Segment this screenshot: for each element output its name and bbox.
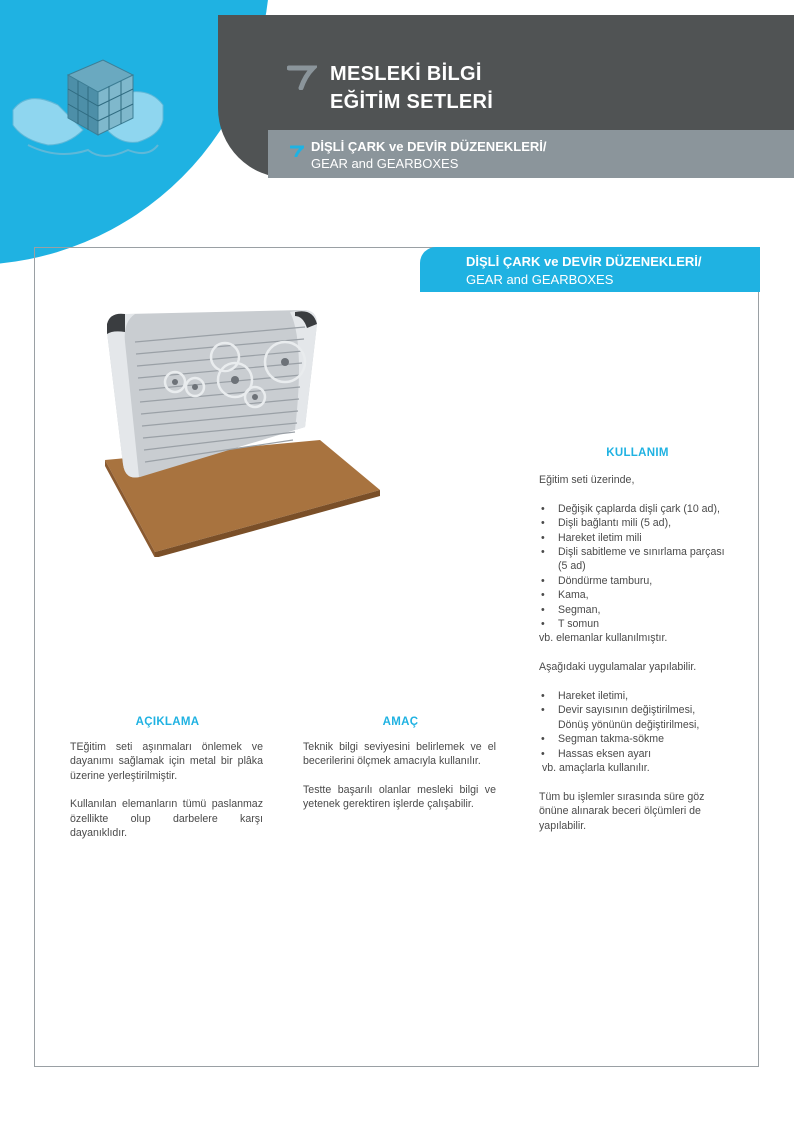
list-item: • Döndürme tamburu,: [539, 574, 734, 588]
amac-paragraph-2: Testte başarılı olanlar mesleki bilgi ve yetenek gerektiren işlerde çalışabilir.: [303, 783, 496, 811]
subtitle-line-2: GEAR and GEARBOXES: [311, 156, 459, 171]
tab-line-2: GEAR and GEARBOXES: [466, 272, 614, 287]
kullanim-intro-2: Aşağıdaki uygulamalar yapılabilir.: [539, 661, 697, 674]
aciklama-paragraph-1: TEğitim seti aşınmaları önlemek ve dayanımı sağlamak için metal bir plâka üzerine yerleştirilmiştir.: [70, 741, 263, 782]
list-item: • Devir sayısının değiştirilmesi,: [539, 703, 734, 717]
kullanim-heading: KULLANIM: [606, 447, 669, 459]
logo-swoosh-icon: [287, 64, 317, 90]
kullanim-after-list-1: vb. elemanlar kullanılmıştır.: [539, 632, 668, 645]
aciklama-paragraph-2: Kullanılan elemanların tümü paslanmaz özellikte olup darbelere karşı dayanıklıdır.: [70, 798, 263, 840]
kullanim-applications-list: [539, 689, 734, 761]
list-item: • Segman,: [539, 603, 734, 617]
list-item: • T somun: [539, 617, 734, 631]
kullanim-after-list-2: vb. amaçlarla kullanılır.: [539, 762, 650, 775]
list-item: • Kama,: [539, 588, 734, 602]
kullanim-closing: Tüm bu işlemler sırasında süre göz önüne alınarak beceri ölçümleri de yapılabilir.: [539, 790, 705, 832]
subtitle-swoosh-icon: [290, 145, 304, 157]
subtitle-line-1: DİŞLİ ÇARK ve DEVİR DÜZENEKLERİ/: [311, 139, 547, 154]
amac-paragraph-1: Teknik bilgi seviyesini belirlemek ve el becerilerini ölçmek amacıyla kullanılır.: [303, 741, 496, 768]
aciklama-heading: AÇIKLAMA: [135, 716, 200, 728]
title-line-1: MESLEKİ BİLGİ: [330, 63, 482, 85]
gearbox-trainer-photo: [95, 302, 385, 557]
list-item: • Dişli sabitleme ve sınırlama parçası (5 ad): [539, 545, 734, 574]
tab-line-1: DİŞLİ ÇARK ve DEVİR DÜZENEKLERİ/: [466, 254, 702, 269]
aciklama-text: [70, 740, 263, 854]
list-item: • Değişik çaplarda dişli çark (10 ad),: [539, 502, 734, 516]
amac-heading: AMAÇ: [382, 716, 419, 728]
kullanim-text: [539, 473, 734, 833]
list-item-continuation: Dönüş yönünün değiştirilmesi,: [558, 718, 700, 731]
section-tab: [420, 247, 760, 292]
list-item: • Hassas eksen ayarı: [539, 747, 734, 761]
kullanim-intro: Eğitim seti üzerinde,: [539, 474, 635, 486]
list-item: • Segman takma-sökme: [539, 732, 734, 746]
page-subtitle: [311, 138, 546, 172]
list-item: • Hareket iletim mili: [539, 531, 734, 545]
list-item: • Dişli bağlantı mili (5 ad),: [539, 516, 734, 530]
list-item: • Hareket iletimi,: [539, 689, 734, 703]
rubiks-cube-hands-illustration: [8, 50, 168, 180]
title-line-2: EĞİTİM SETLERİ: [330, 91, 494, 113]
kullanim-elements-list: [539, 502, 734, 632]
page-title: [330, 60, 493, 116]
amac-text: [303, 740, 496, 826]
